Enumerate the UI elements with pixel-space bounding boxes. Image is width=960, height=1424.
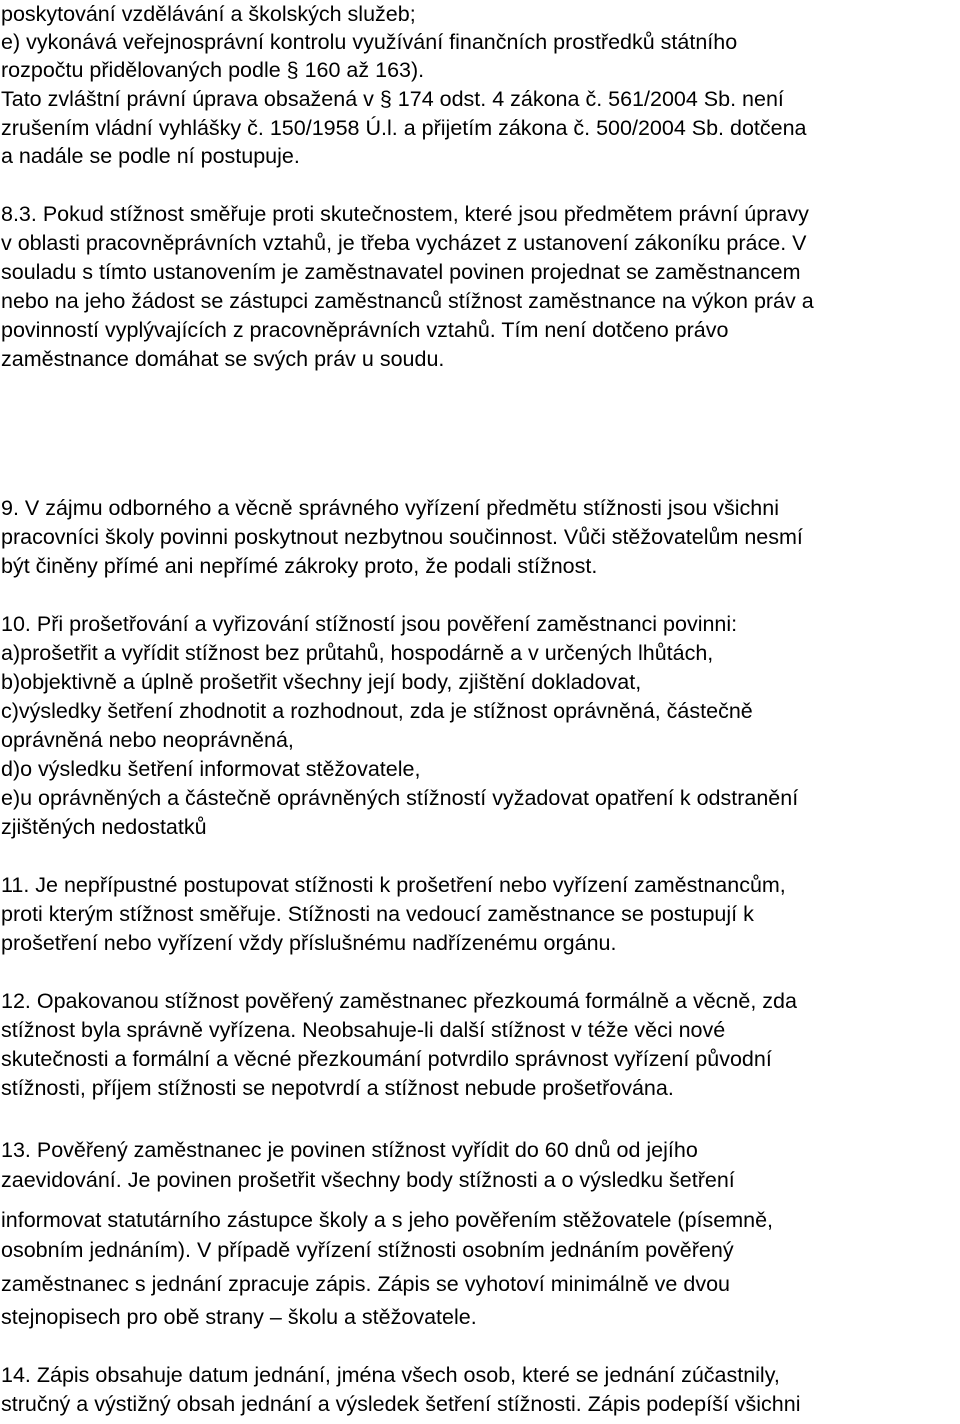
text-line: nebo na jeho žádost se zástupci zaměstnanců stížnost zaměstnance na výkon práv a (1, 289, 814, 313)
text-line: 12. Opakovanou stížnost pověřený zaměstnanec přezkoumá formálně a věcně, zda (1, 989, 797, 1013)
text-line: skutečnosti a formální a věcné přezkoumání potvrdilo správnost vyřízení původní (1, 1047, 772, 1071)
text-line: c)výsledky šetření zhodnotit a rozhodnout, zda je stížnost oprávněná, částečně (1, 699, 753, 723)
text-line: 11. Je nepřípustné postupovat stížnosti k prošetření nebo vyřízení zaměstnancům, (1, 873, 786, 897)
text-line: b)objektivně a úplně prošetřit všechny její body, zjištění dokladovat, (1, 670, 642, 694)
text-line: Tato zvláštní právní úprava obsažená v § 174 odst. 4 zákona č. 561/2004 Sb. není (1, 87, 784, 111)
text-line: 9. V zájmu odborného a věcně správného vyřízení předmětu stížnosti jsou všichni (1, 496, 779, 520)
text-line: oprávněná nebo neoprávněná, (1, 728, 294, 752)
text-line: 10. Při prošetřování a vyřizování stížností jsou pověření zaměstnanci povinni: (1, 612, 738, 636)
text-line: stručný a výstižný obsah jednání a výsledek šetření stížnosti. Zápis podepíší všichni (1, 1392, 801, 1416)
text-line: stížnost byla správně vyřízena. Neobsahuje-li další stížnost v téže věci nové (1, 1018, 726, 1042)
text-line: zrušením vládní vyhlášky č. 150/1958 Ú.l. a přijetím zákona č. 500/2004 Sb. dotčena (1, 116, 807, 140)
text-line: 14. Zápis obsahuje datum jednání, jména všech osob, které se jednání zúčastnily, (1, 1363, 780, 1387)
text-line: stejnopisech pro obě strany – školu a stěžovatele. (1, 1305, 477, 1329)
text-line: pracovníci školy povinni poskytnout nezbytnou součinnost. Vůči stěžovatelům nesmí (1, 525, 803, 549)
text-line: zjištěných nedostatků (1, 815, 207, 839)
text-line: osobním jednáním). V případě vyřízení stížnosti osobním jednáním pověřený (1, 1238, 734, 1262)
text-line: rozpočtu přidělovaných podle § 160 až 163). (1, 58, 425, 82)
text-line: v oblasti pracovněprávních vztahů, je třeba vycházet z ustanovení zákoníku práce. V (1, 231, 807, 255)
text-line: a)prošetřit a vyřídit stížnost bez průtahů, hospodárně a v určených lhůtách, (1, 641, 714, 665)
text-line: 13. Pověřený zaměstnanec je povinen stížnost vyřídit do 60 dnů od jejího (1, 1138, 698, 1162)
text-line: d)o výsledku šetření informovat stěžovatele, (1, 757, 421, 781)
text-line: a nadále se podle ní postupuje. (1, 144, 300, 168)
text-line: informovat statutárního zástupce školy a s jeho pověřením stěžovatele (písemně, (1, 1208, 774, 1232)
text-line: proti kterým stížnost směřuje. Stížnosti na vedoucí zaměstnance se postupují k (1, 902, 754, 926)
text-line: povinností vyplývajících z pracovněprávních vztahů. Tím není dotčeno právo (1, 318, 729, 342)
text-line: e) vykonává veřejnosprávní kontrolu využívání finančních prostředků státního (1, 30, 738, 54)
text-line: 8.3. Pokud stížnost směřuje proti skutečnostem, které jsou předmětem právní úpravy (1, 202, 809, 226)
text-line: být činěny přímé ani nepřímé zákroky proto, že podali stížnost. (1, 554, 598, 578)
text-line: e)u oprávněných a částečně oprávněných stížností vyžadovat opatření k odstranění (1, 786, 799, 810)
text-line: zaměstnance domáhat se svých práv u soudu. (1, 347, 445, 371)
text-line: stížnosti, příjem stížnosti se nepotvrdí a stížnost nebude prošetřována. (1, 1076, 674, 1100)
text-line: zaměstnanec s jednání zpracuje zápis. Zápis se vyhotoví minimálně ve dvou (1, 1272, 730, 1296)
text-line: prošetření nebo vyřízení vždy příslušnému nadřízenému orgánu. (1, 931, 617, 955)
text-line: zaevidování. Je povinen prošetřit všechny body stížnosti a o výsledku šetření (1, 1168, 735, 1192)
text-line: souladu s tímto ustanovením je zaměstnavatel povinen projednat se zaměstnancem (1, 260, 801, 284)
text-line: poskytování vzdělávání a školských služeb; (1, 2, 416, 26)
